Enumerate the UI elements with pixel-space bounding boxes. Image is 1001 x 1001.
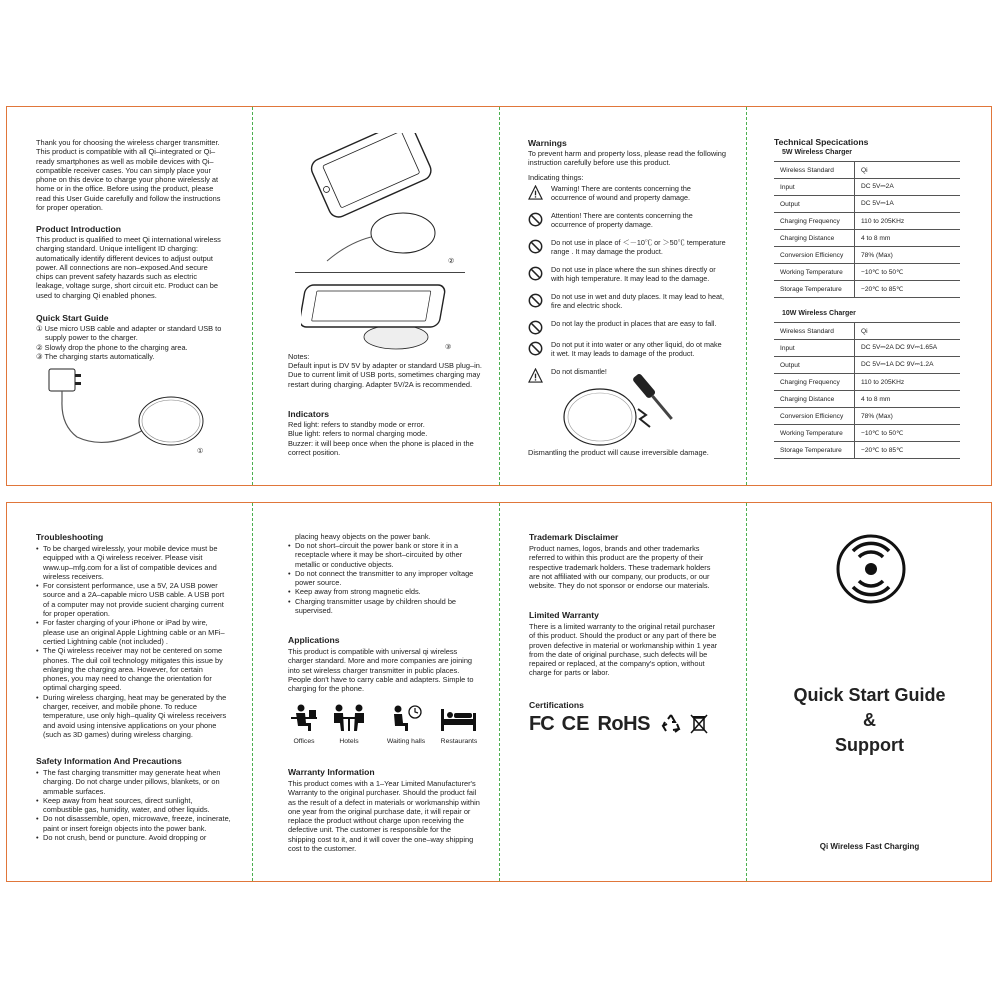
- applications-text: This product is compatible with universal qi wireless charger standard. More and more companies are joining into set wireless charger transmitter in public places. People don't have to carry cable and adapters. Simple to charging for the phone.: [288, 647, 474, 694]
- waiting-hall-icon: [386, 703, 426, 733]
- hotel-icon: [329, 703, 369, 733]
- troubleshooting-list: [36, 544, 231, 739]
- limited-warranty-heading: Limited Warranty: [529, 610, 599, 620]
- table-row: Charging Frequency 110 to 205KHz: [774, 374, 960, 391]
- cover-title-line-3: Support: [835, 735, 904, 755]
- product-intro-text: This product is qualified to meet Qi international wireless charging standard. Unique intelligent ID charging: automatically identify different devices to adjust output power. All connections are non–exposed.And secure chips can prevent safety hazards such as electric leakage, voltage surge, short circuit etc. Product can be used to charging Qi enabled phones.: [36, 235, 221, 300]
- step-1-cont: supply power to the charger.: [45, 333, 138, 343]
- product-intro-heading: Product Introduction: [36, 224, 121, 234]
- list-item: • Do not disassemble, open, microwave, freeze, incinerate, paint or insert foreign objects into the power bank.: [36, 814, 231, 833]
- weee-bin-icon: [690, 713, 708, 735]
- warning-text: Do not use in wet and duty places. It may lead to heat, fire and electric shock.: [551, 292, 725, 310]
- list-item: • Keep away from strong magnetic elds.: [288, 587, 478, 596]
- list-item: • During wireless charging, heat may be generated by the charger, receiver, and mobile phone. To reduce temperature, use only high–quality Qi wireless receivers and avoid using intensive applications on your phone (such as 3D games) during wireless charging.: [36, 693, 231, 739]
- table-row: Charging Distance 4 to 8 mm: [774, 391, 960, 408]
- figure-1-label: ①: [197, 448, 204, 455]
- table-row: Input DC 5V⎓2A DC 9V⎓1.65A: [774, 340, 960, 357]
- specs-heading: Technical Specications: [774, 137, 869, 147]
- certification-marks: [529, 711, 708, 737]
- list-item: • Do not short–circuit the power bank or store it in a receptacle where it may be short–circuited by other metallic or conductive objects.: [288, 541, 478, 569]
- panel-cover: [747, 503, 992, 881]
- warning-item: [528, 320, 726, 335]
- fcc-mark: FC: [529, 712, 554, 735]
- figure-2-label: ②: [448, 258, 455, 265]
- indicator-red: Red light: refers to standby mode or error.: [288, 420, 425, 429]
- table-row: Working Temperature −10℃ to 50℃: [774, 425, 960, 442]
- figure-3-label: ③: [445, 344, 452, 351]
- place-restaurants: Restaurants: [435, 703, 483, 745]
- sheet-front: [6, 106, 992, 486]
- prohibited-icon: [528, 320, 543, 335]
- warning-triangle-icon: [528, 368, 543, 383]
- warning-item: [528, 266, 726, 284]
- phone-above-charger-illustration: [293, 133, 463, 263]
- panel-usage: [253, 107, 499, 485]
- warning-text: Warning! There are contents concerning the occurrence of wound and property damage.: [551, 184, 691, 202]
- panel-warnings: [500, 107, 746, 485]
- list-item: • For faster charging of your iPhone or iPad by wire, please use an original Apple Lightning cable or an MFi–certied Lightning cable (not included) .: [36, 618, 231, 646]
- indicator-blue: Blue light: refers to normal charging mode.: [288, 429, 428, 439]
- list-item: • Do not connect the transmitter to any improper voltage power source.: [288, 569, 478, 588]
- spec-table-10w: [774, 322, 960, 459]
- table-row: Storage Temperature −20℃ to 85℃: [774, 442, 960, 459]
- warning-triangle-icon: [528, 185, 543, 200]
- table-row: Output DC 5V⎓1A: [774, 196, 960, 213]
- warning-item: [528, 341, 726, 359]
- table-row: Wireless Standard Qi: [774, 323, 960, 340]
- safety-continued-text: placing heavy objects on the power bank.: [295, 532, 431, 541]
- application-places: [287, 703, 487, 753]
- charger-with-adapter-illustration: [37, 365, 217, 457]
- table-row: Conversion Efficiency 78% (Max): [774, 247, 960, 264]
- warning-text: Attention! There are contents concerning the occurrence of property damage.: [551, 211, 693, 229]
- spec-5w-heading: 5W Wireless Charger: [782, 149, 852, 156]
- notes-text: Default input is DV 5V by adapter or standard USB plug–in. Due to current limit of USB ports, sometimes charging may restart during charging. Adapter 5V/2A is recommended.: [288, 361, 482, 389]
- troubleshooting-heading: Troubleshooting: [36, 532, 104, 542]
- cover-title-line-1: Quick Start Guide: [793, 685, 946, 705]
- table-row: Conversion Efficiency 78% (Max): [774, 408, 960, 425]
- spec-10w-heading: 10W Wireless Charger: [782, 310, 856, 317]
- warning-item: [528, 212, 726, 230]
- restaurant-icon: [439, 703, 479, 733]
- cover-title: [747, 683, 992, 758]
- indicators-heading: Indicators: [288, 409, 330, 419]
- warnings-heading: Warnings: [528, 138, 567, 148]
- step-3: ③ The charging starts automatically.: [36, 351, 155, 361]
- trademark-heading: Trademark Disclaimer: [529, 532, 619, 542]
- table-row: Output DC 5V⎓1A DC 9V⎓1.2A: [774, 357, 960, 374]
- rohs-mark: RoHS: [597, 712, 650, 735]
- limited-warranty-text: There is a limited warranty to the original retail purchaser of this product. Should the product or any part of there be proven defective in material or workmanship within 1 year from the date of original purchase, such defects will be repaired or replaced, at the company's option, without charge for parts or labor.: [529, 622, 718, 678]
- warnings-intro: To prevent harm and property loss, please read the following instruction carefully before use this product.: [528, 149, 727, 168]
- applications-heading: Applications: [288, 635, 340, 645]
- panel-troubleshooting: [7, 503, 252, 881]
- certifications-heading: Certifications: [529, 700, 584, 710]
- list-item: • Keep away from heat sources, direct sunlight, combustible gas, humidity, water, and other liquids.: [36, 796, 231, 815]
- quick-start-steps: [36, 324, 226, 361]
- table-row: Working Temperature −10℃ to 50℃: [774, 264, 960, 281]
- ce-mark: CE: [561, 712, 590, 735]
- panel-applications: [253, 503, 499, 881]
- welcome-text: Thank you for choosing the wireless charger transmitter. This product is compatible with all Qi–integrated or Qi–ready smartphones as well as mobile devices with Qi–compatible receiver cases. You can simply place your phone on this device to charge your phone wirelessly at home or in the office. Before using the product, please read this User Guide carefully and follow the instructions for proper operation.: [36, 138, 221, 213]
- quick-start-heading: Quick Start Guide: [36, 313, 109, 323]
- warning-list: [528, 185, 738, 385]
- step-2: ② Slowly drop the phone to the charging area.: [36, 342, 188, 352]
- warning-text: Do not put it into water or any other liquid, do ot make it wet. It may leads to damage of the product.: [551, 340, 722, 358]
- cover-title-line-2: &: [863, 710, 876, 730]
- table-row: Charging Frequency 110 to 205KHz: [774, 213, 960, 230]
- indicators-list: [288, 420, 486, 457]
- cover-subtitle: Qi Wireless Fast Charging: [819, 842, 920, 851]
- list-item: • The Qi wireless receiver may not be centered on some phones. The duil coil technology mitigates this issue by enlarging the charging area. However, for certain phones, you may need to change the orientation for optimal charging speed.: [36, 646, 231, 692]
- place-hotels: Hotels: [329, 703, 369, 745]
- warning-text: Do not use in place where the sun shines directly or with high temperature. It may lead to the damage.: [551, 265, 716, 283]
- office-icon: [289, 703, 319, 733]
- table-row: Charging Distance 4 to 8 mm: [774, 230, 960, 247]
- list-item: • To be charged wirelessly, your mobile device must be equipped with a Qi wireless receiver. Please visit www.up–mfg.com for a list of compatible devices and wireless receivers.: [36, 544, 231, 581]
- table-row: Storage Temperature −20℃ to 85℃: [774, 281, 960, 298]
- panel-legal: [500, 503, 746, 881]
- warranty-heading: Warranty Information: [288, 767, 375, 777]
- table-row: Input DC 5V⎓2A: [774, 179, 960, 196]
- wireless-charging-logo-icon: [835, 533, 907, 605]
- panel-introduction: [7, 107, 252, 485]
- step-1: ① Use micro USB cable and adapter or standard USB to: [36, 324, 222, 333]
- prohibited-icon: [528, 293, 543, 308]
- spec-table-5w: [774, 161, 960, 298]
- list-item: • Charging transmitter usage by children should be supervised.: [288, 597, 478, 616]
- list-item: • The fast charging transmitter may generate heat when charging. Do not charge under pillows, blankets, or on ammable surfaces.: [36, 768, 231, 796]
- dismantle-illustration: [560, 369, 680, 449]
- warranty-text: This product comes with a 1–Year Limited Manufacturer's Warranty to the original purchaser. Should the product fail as the result of a defect in materials or workmanship within one year from the original purchase date, it will repair or replace the product without charge upon receiving the defective unit. The customer is responsible for the shipping cost to it, and it will cover the one–way shipping cost to the customer.: [288, 779, 480, 854]
- table-row: Wireless Standard Qi: [774, 162, 960, 179]
- indicator-buzzer: Buzzer: it will beep once when the phone is placed in the correct position.: [288, 438, 474, 457]
- warning-text: Do not dismantle!: [551, 367, 607, 376]
- safety-list: [36, 768, 231, 842]
- trademark-text: Product names, logos, brands and other trademarks referred to within this product are the property of their respective trademark holders. These trademark holders are not affiliated with our company, our products, or our website. They do not sponsor or endorse our materials.: [529, 544, 711, 591]
- safety-continued-list: [288, 541, 478, 615]
- prohibited-icon: [528, 341, 543, 356]
- place-waiting-halls: Waiting halls: [383, 703, 429, 745]
- dismantle-caption: Dismantling the product will cause irreversible damage.: [528, 448, 709, 457]
- notes-heading: Notes:: [288, 352, 310, 361]
- figure-divider: [295, 272, 465, 273]
- place-offices: Offices: [287, 703, 321, 745]
- warning-item: [528, 239, 726, 257]
- warning-text: Do not use in place of ＜－10℃ or ＞50℃ temperature range . It may damage the product.: [551, 238, 726, 256]
- list-item: • Do not crush, bend or puncture. Avoid dropping or: [36, 833, 231, 842]
- prohibited-icon: [528, 239, 543, 254]
- panel-specifications: [747, 107, 992, 485]
- prohibited-icon: [528, 212, 543, 227]
- warning-item: [528, 185, 726, 203]
- prohibited-icon: [528, 266, 543, 281]
- warning-text: Do not lay the product in places that are easy to fall.: [551, 319, 717, 328]
- recycle-icon: [660, 713, 682, 735]
- indicating-label: Indicating things:: [528, 173, 584, 182]
- warning-item: [528, 293, 726, 311]
- list-item: • For consistent performance, use a 5V, 2A USB power source and a 2A–capable micro USB cable. A USB port of a computer may not provide sucient charging current for proper operation.: [36, 581, 231, 618]
- safety-heading: Safety Information And Precautions: [36, 756, 182, 766]
- sheet-back: [6, 502, 992, 882]
